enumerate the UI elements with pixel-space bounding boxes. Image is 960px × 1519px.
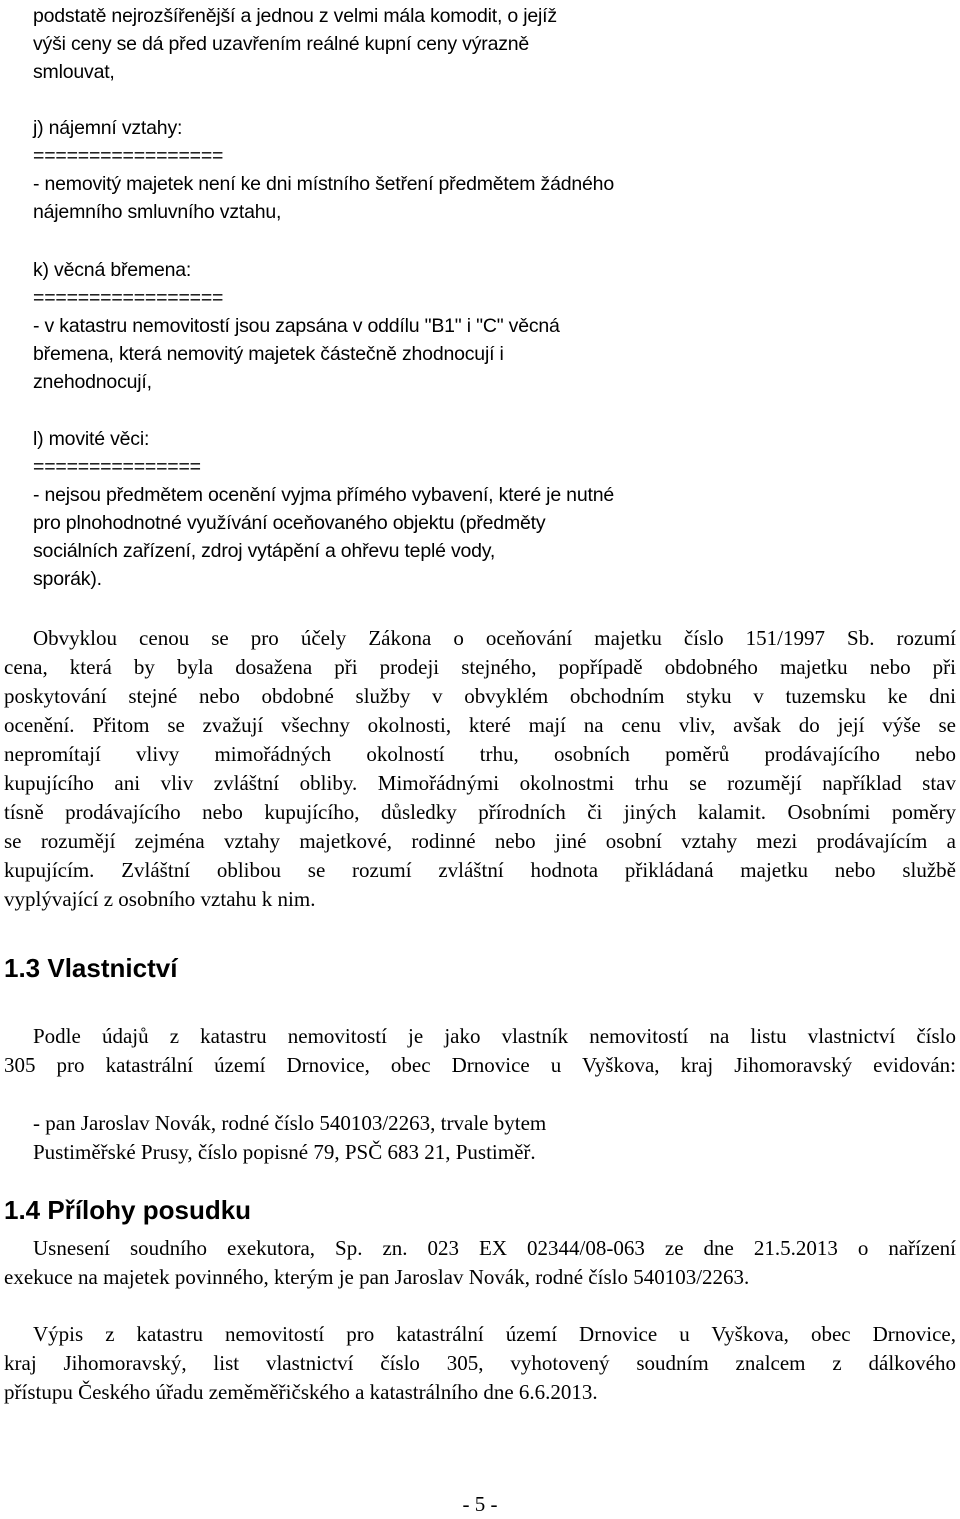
text-line: sociálních zařízení, zdroj vytápění a ohřevu teplé vody, (33, 540, 496, 562)
text-line: sporák). (33, 568, 102, 590)
paragraph-line: exekuce na majetek povinného, kterým je pan Jaroslav Novák, rodné číslo 540103/2263. (4, 1265, 750, 1289)
text-line: - v katastru nemovitostí jsou zapsána v oddílu "B1" i "C" věcná (33, 315, 560, 337)
paragraph-line: cena, která by byla dosažena při prodeji stejného, popřípadě obdobného majetku nebo při (4, 655, 956, 679)
paragraph-line: Obvyklou cenou se pro účely Zákona o oceňování majetku číslo 151/1997 Sb. rozumí (33, 626, 956, 650)
list-item-label: l) movité věci: (33, 428, 150, 450)
list-item-label: j) nájemní vztahy: (33, 117, 183, 139)
text-line: pro plnohodnotné využívání oceňovaného objektu (předměty (33, 512, 546, 534)
paragraph-line: kupujícího ani vliv zvláštní obliby. Mimořádnými okolnostmi trhu se rozumějí například stav (4, 771, 956, 795)
paragraph-line: Výpis z katastru nemovitostí pro katastrální území Drnovice u Vyškova, obec Drnovice, (33, 1322, 956, 1346)
underline-divider: ================= (33, 287, 224, 309)
paragraph-line: vyplývající z osobního vztahu k nim. (4, 887, 316, 911)
underline-divider: ================= (33, 145, 224, 167)
text-line: podstatě nejrozšířenější a jednou z velmi mála komodit, o jejíž (33, 5, 557, 27)
owner-line: Pustiměřské Prusy, číslo popisné 79, PSČ 683 21, Pustiměř. (33, 1140, 536, 1164)
paragraph-line: Podle údajů z katastru nemovitostí je jako vlastník nemovitostí na listu vlastnictví číslo (33, 1024, 956, 1048)
text-line: - nemovitý majetek není ke dni místního šetření předmětem žádného (33, 173, 614, 195)
list-item-label: k) věcná břemena: (33, 259, 192, 281)
paragraph-line: kupujícím. Zvláštní oblibou se rozumí zvláštní hodnota přikládaná majetku nebo službě (4, 858, 956, 882)
paragraph-line: ocenění. Přitom se zvažují všechny okolnosti, které mají na cenu vliv, avšak do její výše se (4, 713, 956, 737)
paragraph-line: kraj Jihomoravský, list vlastnictví číslo 305, vyhotovený soudním znalcem z dálkového (4, 1351, 956, 1375)
page-number: - 5 - (462, 1492, 498, 1516)
paragraph-line: tísně prodávajícího nebo kupujícího, důsledky přírodních či jiných kalamit. Osobními poměry (4, 800, 956, 824)
section-heading: 1.4 Přílohy posudku (4, 1195, 252, 1225)
paragraph-line: přístupu Českého úřadu zeměměřičského a katastrálního dne 6.6.2013. (4, 1380, 598, 1404)
owner-line: - pan Jaroslav Novák, rodné číslo 540103/2263, trvale bytem (33, 1111, 547, 1135)
paragraph-line: poskytování stejné nebo obdobné služby v obvyklém obchodním styku v tuzemsku ke dni (4, 684, 956, 708)
paragraph-line: Usnesení soudního exekutora, Sp. zn. 023 EX 02344/08-063 ze dne 21.5.2013 o nařízení (33, 1236, 956, 1260)
paragraph-line: se rozumějí zejména vztahy majetkové, rodinné nebo jiné osobní vztahy mezi prodávajícím a (4, 829, 956, 853)
text-line: znehodnocují, (33, 371, 152, 393)
paragraph-line: 305 pro katastrální území Drnovice, obec Drnovice u Vyškova, kraj Jihomoravský evidován: (4, 1053, 956, 1077)
text-line: smlouvat, (33, 61, 115, 83)
text-line: - nejsou předmětem ocenění vyjma přímého vybavení, které je nutné (33, 484, 614, 506)
underline-divider: =============== (33, 456, 201, 478)
section-heading: 1.3 Vlastnictví (4, 953, 178, 983)
text-line: břemena, která nemovitý majetek částečně zhodnocují i (33, 343, 504, 365)
paragraph-line: nepromítají vlivy mimořádných okolností trhu, osobních poměrů prodávajícího nebo (4, 742, 956, 766)
text-line: výši ceny se dá před uzavřením reálné kupní ceny výrazně (33, 33, 530, 55)
text-line: nájemního smluvního vztahu, (33, 201, 282, 223)
